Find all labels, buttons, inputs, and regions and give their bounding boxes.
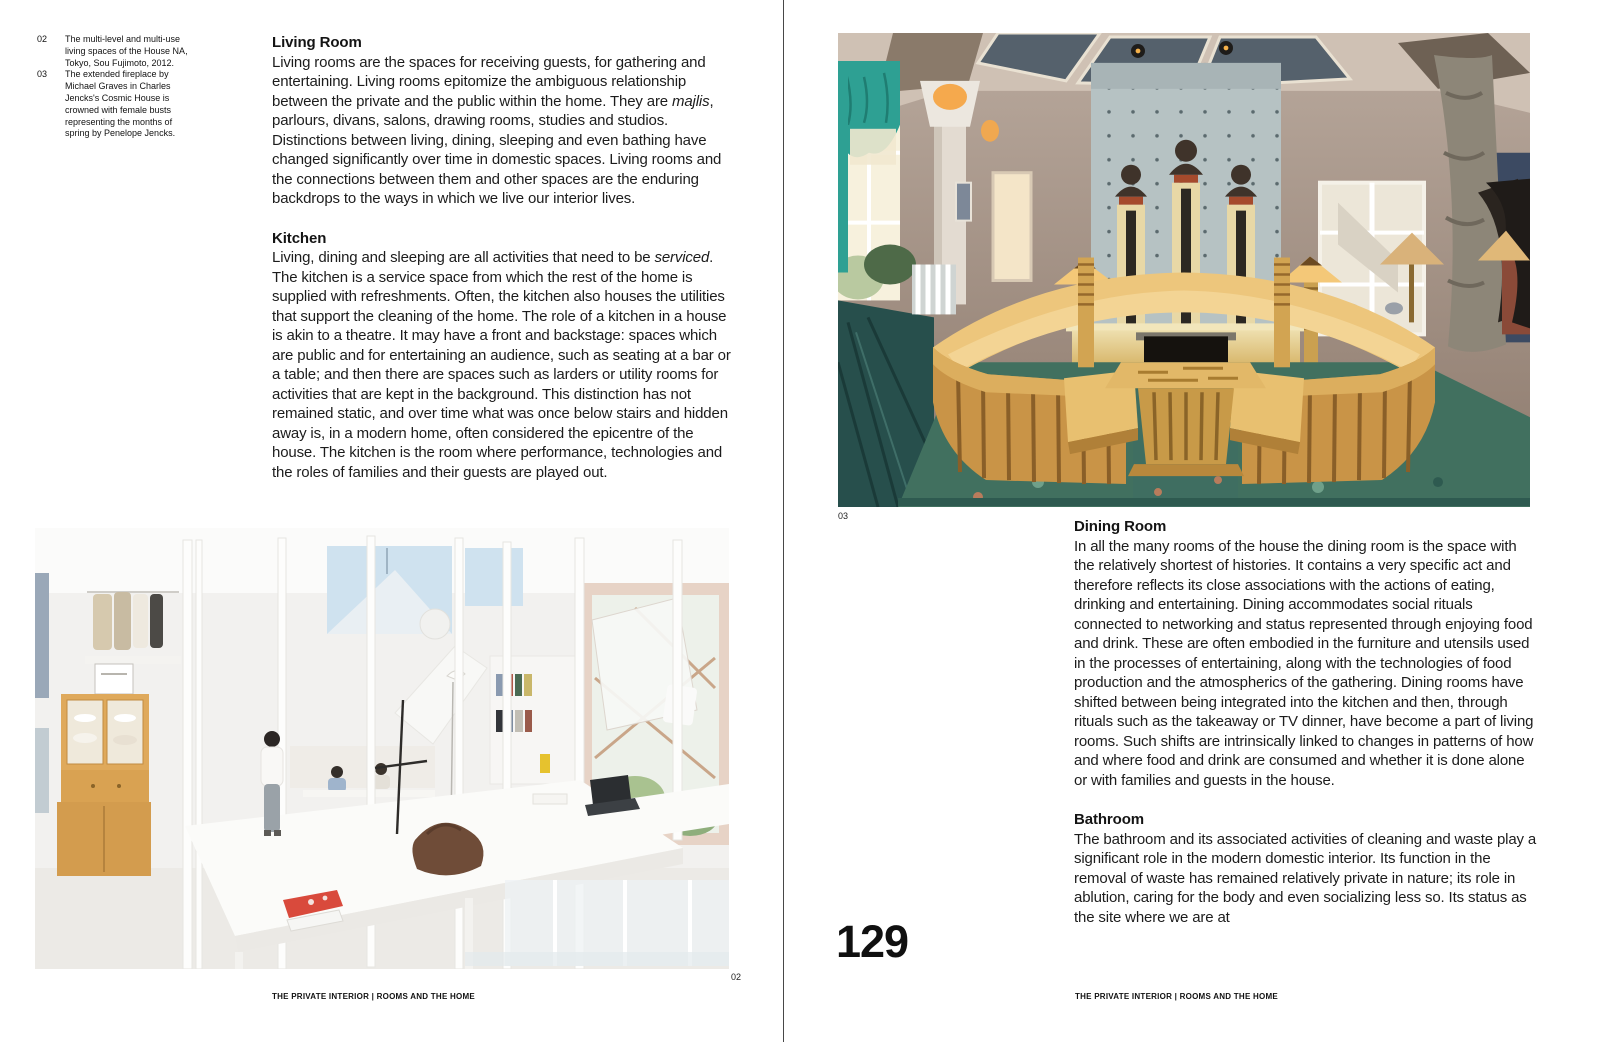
running-footer-right: THE PRIVATE INTERIOR | ROOMS AND THE HOME xyxy=(1075,992,1279,1001)
section-heading: Living Room xyxy=(272,34,362,51)
wooden-cabinet xyxy=(57,664,151,876)
page-number: 129 xyxy=(836,916,909,967)
caption-number: 02 xyxy=(37,34,48,44)
photo-label-03: 03 xyxy=(838,511,849,521)
section-body: The bathroom and its associated activities of cleaning and waste play a significant role in the modern domestic interior. Its function in the removal of waste has remained relatively private in nature; its role in ablution, caring for the body and even socializing less so. Its status as the site where we are at xyxy=(1074,830,1537,926)
section-bathroom xyxy=(1074,810,1537,927)
caption-02 xyxy=(37,34,205,69)
doorway xyxy=(993,173,1031,281)
section-body: Living, dining and sleeping are all activities that need to be serviced. The kitchen is a service space from which the rest of the home is supplied with refreshments. Often, the kitchen also houses the utilities that support the cleaning of the home. The role of a kitchen in a house is akin to a theatre. It may have a front and backstage: spaces which are public and for entertaining an audience, such as seating at a bar or a table; and then there are spaces such as larders or utility rooms for activities that are kept in the background. This distinction has not remained static, and over time what was once below stairs and hidden away is, in a modern home, often considered the epicentre of the house. The kitchen is the room where performance, technologies and the roles of families and their guests are played out. xyxy=(272,249,731,481)
caption-text: The multi-level and multi-use living spaces of the House NA, Tokyo, Sou Fujimoto, 2012. xyxy=(65,34,188,68)
section-heading: Bathroom xyxy=(1074,811,1145,828)
photo-label-02: 02 xyxy=(730,972,741,982)
cosmic-house-photo xyxy=(838,33,1530,507)
caption-number: 03 xyxy=(37,69,48,80)
caption-block xyxy=(37,34,205,140)
section-heading: Dining Room xyxy=(1074,518,1167,535)
section-dining-room xyxy=(1074,517,1537,790)
section-body: Living rooms are the spaces for receiving guests, for gathering and entertaining. Living rooms epitomize the ambiguous relationship between the private and the public within the home. They are majlis, parlours, divans, salons, drawing rooms, studies and studios. Distinctions between living, dining, sleeping and even bathing have changed significantly over time in domestic spaces. Living rooms and the connections between them and other spaces are the enduring backdrops to the ways in which we live our interior lives. xyxy=(272,53,722,207)
right-text-column xyxy=(1074,517,1537,927)
section-heading: Kitchen xyxy=(272,229,327,247)
caption-text: The extended fireplace by Michael Graves in Charles Jencks's Cosmic House is crowned with female busts representing the months of spring by Penelope Jencks. xyxy=(65,69,176,139)
house-na-illustration xyxy=(35,528,729,969)
section-living-room xyxy=(272,33,735,209)
caption-03 xyxy=(37,69,205,140)
left-text-column xyxy=(272,33,735,482)
page-gutter-line xyxy=(783,0,784,1042)
house-na-photo xyxy=(35,528,729,969)
section-kitchen xyxy=(272,229,735,483)
running-footer-left: THE PRIVATE INTERIOR | ROOMS AND THE HOME xyxy=(272,992,476,1001)
cosmic-house-illustration xyxy=(838,33,1530,507)
section-body: In all the many rooms of the house the dining room is the space with the relatively shortest of histories. It contains a very specific act and therefore reflects its close associations with the actions of eating, drinking and entertaining. Dining accommodates social rituals connected to networking and status represented through enjoying food and drink. These are often embodied in the furniture and utensils used in the processes of entertaining, along with the technologies of food production and the atmospherics of the gathering. Dining rooms have shifted between being integrated into the kitchen and then, through rituals such as the takeaway or TV dinner, have become a part of living rooms. Such shifts are intrinsically linked to changes in patterns of how and where food and drink are consumed and whether it is done alone or with families and guests in the house. xyxy=(1074,537,1534,789)
